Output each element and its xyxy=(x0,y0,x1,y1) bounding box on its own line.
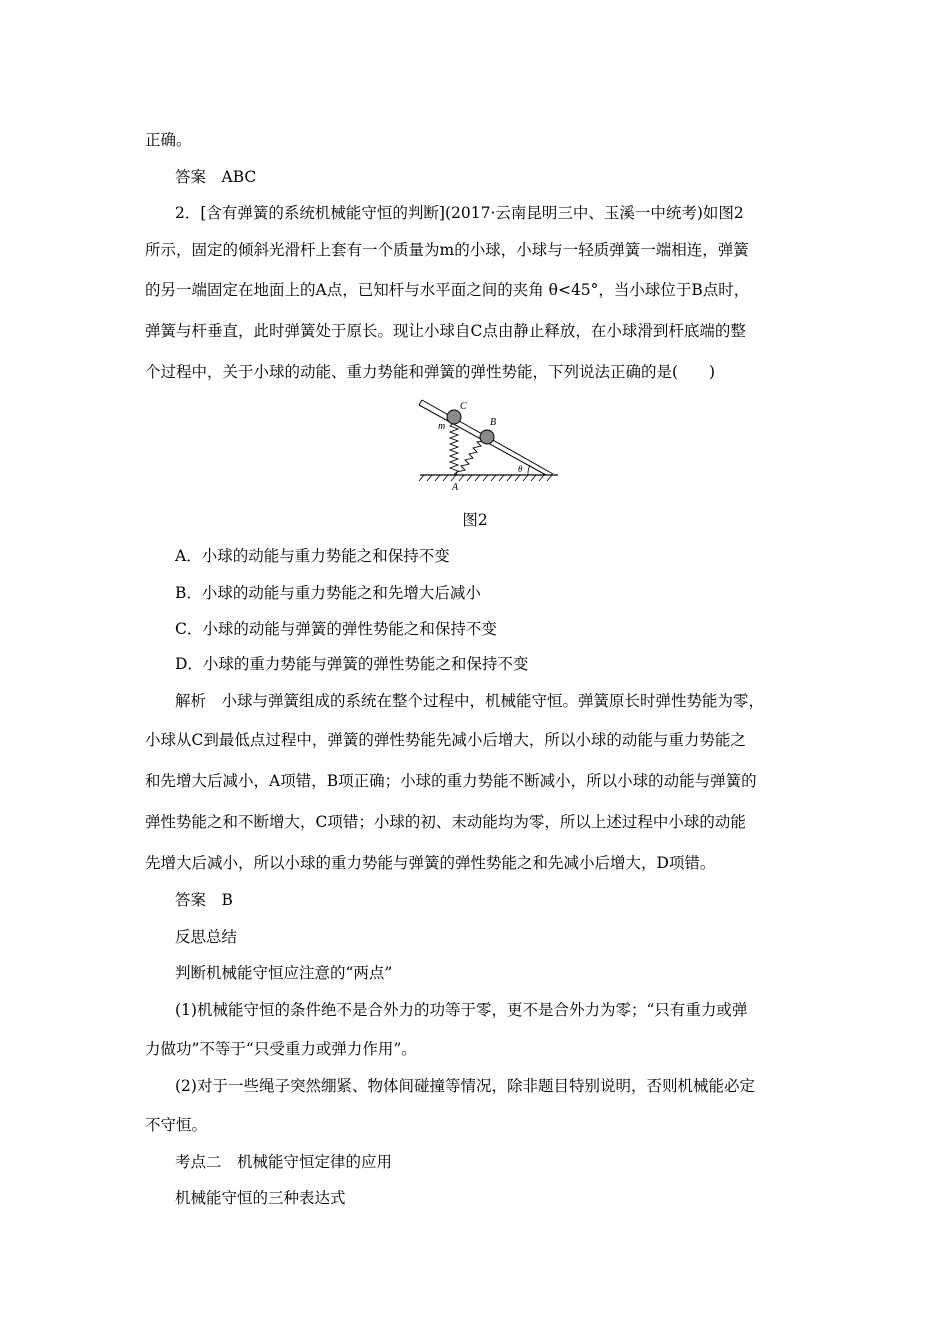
question-2-line-5: 个过程中，关于小球的动能、重力势能和弹簧的弹性势能，下列说法正确的是( ) xyxy=(145,363,716,381)
answer-1: 答案 ABC xyxy=(175,168,257,186)
section-subheading: 机械能守恒的三种表达式 xyxy=(175,1189,346,1207)
label-a: A xyxy=(452,482,459,493)
ball-c xyxy=(447,410,461,424)
label-m: m xyxy=(438,421,446,432)
previous-tail-text: 正确。 xyxy=(145,131,192,149)
slanted-spring xyxy=(456,441,484,475)
reflection-point-2-line-1: (2)对于一些绳子突然绷紧、物体间碰撞等情况，除非题目特别说明，否则机械能必定 xyxy=(175,1077,755,1095)
analysis-line-1: 解析 小球与弹簧组成的系统在整个过程中，机械能守恒。弹簧原长时弹性势能为零， xyxy=(175,692,765,710)
spring-incline-figure xyxy=(410,395,560,495)
option-c: C．小球的动能与弹簧的弹性势能之和保持不变 xyxy=(175,620,497,638)
answer-2: 答案 B xyxy=(175,891,233,909)
reflection-subtitle: 判断机械能守恒应注意的“两点” xyxy=(175,964,393,982)
figure-caption: 图2 xyxy=(462,511,488,529)
ground-hatching xyxy=(419,475,552,481)
analysis-line-4: 弹性势能之和不断增大，C项错；小球的初、末动能均为零，所以上述过程中小球的动能 xyxy=(145,813,746,831)
label-theta: θ xyxy=(518,464,523,474)
label-b: B xyxy=(490,417,497,428)
option-b: B．小球的动能与重力势能之和先增大后减小 xyxy=(175,584,481,602)
option-d: D．小球的重力势能与弹簧的弹性势能之和保持不变 xyxy=(175,655,529,673)
theta-arc xyxy=(528,465,530,475)
figure-svg xyxy=(410,395,560,495)
label-c: C xyxy=(460,401,467,412)
question-2-line-4: 弹簧与杆垂直，此时弹簧处于原长。现让小球自C点由静止释放，在小球滑到杆底端的整 xyxy=(145,322,746,340)
reflection-title: 反思总结 xyxy=(175,928,238,946)
reflection-point-1-line-2: 力做功”不等于“只受重力或弹力作用”。 xyxy=(145,1040,417,1058)
ball-b xyxy=(480,430,494,444)
question-2-line-1: 2．[含有弹簧的系统机械能守恒的判断](2017·云南昆明三中、玉溪一中统考)如图2 xyxy=(175,204,744,222)
vertical-spring xyxy=(450,423,458,475)
reflection-point-2-line-2: 不守恒。 xyxy=(145,1116,208,1134)
reflection-point-1-line-1: (1)机械能守恒的条件绝不是合外力的功等于零，更不是合外力为零；“只有重力或弹 xyxy=(175,1001,748,1019)
analysis-line-2: 小球从C到最低点过程中，弹簧的弹性势能先减小后增大，所以小球的动能与重力势能之 xyxy=(145,731,746,749)
section-heading: 考点二 机械能守恒定律的应用 xyxy=(175,1153,393,1171)
analysis-line-3: 和先增大后减小，A项错，B项正确；小球的重力势能不断减小，所以小球的动能与弹簧的 xyxy=(145,772,757,790)
analysis-line-5: 先增大后减小，所以小球的重力势能与弹簧的弹性势能之和先减小后增大，D项错。 xyxy=(145,854,716,872)
option-a: A．小球的动能与重力势能之和保持不变 xyxy=(175,547,450,565)
question-2-line-2: 所示，固定的倾斜光滑杆上套有一个质量为m的小球，小球与一轻质弹簧一端相连，弹簧 xyxy=(145,241,749,259)
question-2-line-3: 的另一端固定在地面上的A点，已知杆与水平面之间的夹角 θ<45°，当小球位于B点时， xyxy=(145,281,750,299)
